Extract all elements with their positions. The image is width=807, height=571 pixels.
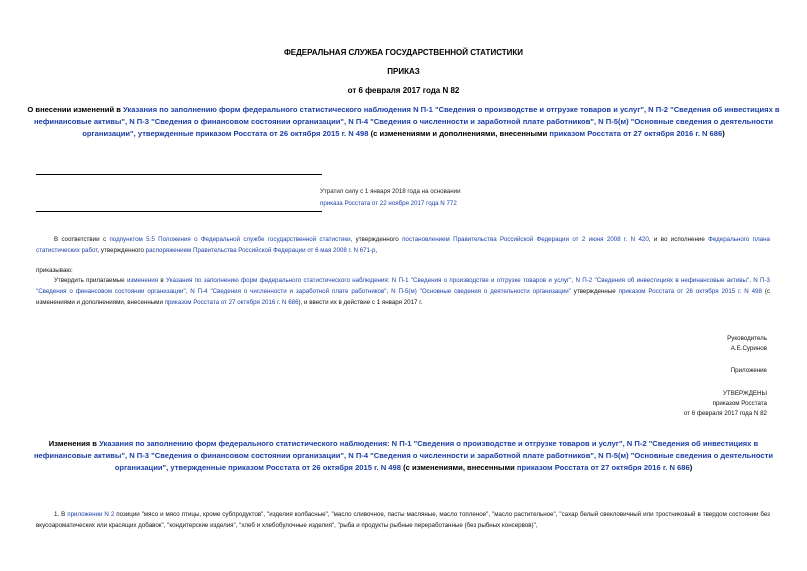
- changes-title-prefix: Изменения в: [48, 439, 100, 448]
- approve-text: (с изменениями и дополнениями, внесенными: [36, 288, 770, 306]
- appendix-label: Приложение: [730, 367, 767, 374]
- approval-date: от 6 февраля 2017 года N 82: [683, 410, 767, 417]
- approval-block: [684, 389, 767, 419]
- issuing-authority: ФЕДЕРАЛЬНАЯ СЛУЖБА ГОСУДАРСТВЕННОЙ СТАТИСТИКИ: [283, 48, 524, 57]
- status-note-text: Утратил силу с 1 января 2018 года на основании: [320, 188, 461, 195]
- top-divider: [36, 174, 322, 175]
- approve-text: Утвердить прилагаемые: [54, 277, 127, 284]
- changes-title-middle: (с изменениями, внесенными: [400, 463, 517, 472]
- approve-text: утвержденные: [570, 288, 619, 295]
- preamble-text: , утвержденного: [350, 236, 403, 243]
- status-note-link[interactable]: приказа Росстата от 22 ноября 2017 года N 772: [320, 200, 457, 207]
- item-1-link-appendix-2[interactable]: приложении N 2: [67, 511, 115, 518]
- item-1-text: позиции "мясо и мясо птицы, кроме субпродуктов", "изделия колбасные", "масло сливочное, пасты масляные, масло топленое", "масло растительное", "сахар белый свекловичный или тростниковый в твердом состоянии без вкусоароматических или красящих добавок", "кондитерские изделия", "хлеб и хлебобулочные изделия", "рыба и продукты рыбные переработанные (без рыбных консервов)",: [36, 511, 770, 529]
- title-link-order-686[interactable]: приказом Росстата от 27 октября 2016 г. N 686: [549, 129, 723, 138]
- preamble-text: , утвержденного: [97, 247, 146, 254]
- approve-paragraph: [36, 275, 770, 308]
- changes-title-link-instructions[interactable]: Указания по заполнению форм федерального статистического наблюдения: N П-1 "Сведения о производстве и отгрузке товаров и услуг", N П-2 "Сведения об инвестициях в нефинансовые активы", N П-3 "Сведения о финансовом состоянии организации", N П-4 "Сведения о численности и заработной плате работников", N П-5(м) "Основные сведения о деятельности организации", утвержденные приказом Росстата от 26 октября 2015 г. N 498: [33, 439, 774, 472]
- changes-title-link-order-686[interactable]: приказом Росстата от 27 октября 2016 г. N 686: [516, 463, 690, 472]
- preamble-link-order[interactable]: распоряжением Правительства Российской Федерации от 6 мая 2008 г. N 671-р: [145, 247, 376, 254]
- approval-by: приказом Росстата: [712, 400, 767, 407]
- preamble-link-decree[interactable]: постановлением Правительства Российской Федерации от 2 июня 2008 г. N 420: [402, 236, 649, 243]
- signature-role: Руководитель: [727, 335, 767, 342]
- title-prefix: О внесении изменений в: [27, 105, 123, 114]
- approve-link-order-498[interactable]: приказом Росстата от 26 октября 2015 г. N 498: [618, 288, 762, 295]
- preamble-text: В соответствии с: [54, 236, 110, 243]
- document-date: от 6 февраля 2017 года N 82: [347, 86, 460, 95]
- approve-link-instructions[interactable]: Указания по заполнению форм федерального статистического наблюдения: N П-1 "Сведения о производстве и отгрузке товаров и услуг", N П-2 "Сведения об инвестициях в нефинансовые активы", N П-3 "Сведения о финансовом состоянии организации", N П-4 "Сведения о численности и заработной плате работников", N П-5(м) "Основные сведения о деятельности организации": [36, 277, 770, 295]
- signature-block: [727, 334, 767, 354]
- approval-status: УТВЕРЖДЕНЫ: [723, 390, 767, 397]
- preamble-link-regulation[interactable]: подпунктом 5.5 Положения о Федеральной службе государственной статистики: [109, 236, 351, 243]
- title-link-instructions[interactable]: Указания по заполнению форм федерального статистического наблюдения N П-1 "Сведения о производстве и отгрузке товаров и услуг", N П-2 "Сведения об инвестициях в нефинансовые активы", N П-3 "Сведения о финансовом состоянии организации", N П-4 "Сведения о численности и заработной плате работников", N П-5(м) "Основные сведения о деятельности организации", утвержденные приказом Росстата от 26 октября 2015 г. N 498: [33, 105, 780, 138]
- document-title: [24, 104, 783, 140]
- approve-link-changes[interactable]: изменения: [126, 277, 159, 284]
- signature-name: А.Е.Суринов: [730, 345, 767, 352]
- changes-title-suffix: ): [689, 463, 693, 472]
- item-1-paragraph: [36, 509, 770, 531]
- title-suffix: ): [722, 129, 725, 138]
- item-1-text: 1. В: [54, 511, 68, 518]
- bottom-divider: [36, 211, 322, 212]
- approve-text: в: [158, 277, 166, 284]
- preamble-text: ,: [375, 247, 378, 254]
- changes-title: [24, 438, 783, 474]
- preamble-link-plan[interactable]: Федерального плана статистических работ: [36, 236, 770, 254]
- order-word: приказываю:: [36, 267, 73, 274]
- document-type: ПРИКАЗ: [387, 67, 420, 76]
- preamble-paragraph: [36, 234, 770, 256]
- status-note: [320, 186, 461, 210]
- preamble-text: , и во исполнение: [648, 236, 709, 243]
- approve-text: ), и ввести их в действие с 1 января 2017 г.: [298, 299, 423, 306]
- title-middle: (с изменениями и дополнениями, внесенными: [368, 129, 550, 138]
- approve-link-order-686[interactable]: приказом Росстата от 27 октября 2016 г. N 686: [164, 299, 299, 306]
